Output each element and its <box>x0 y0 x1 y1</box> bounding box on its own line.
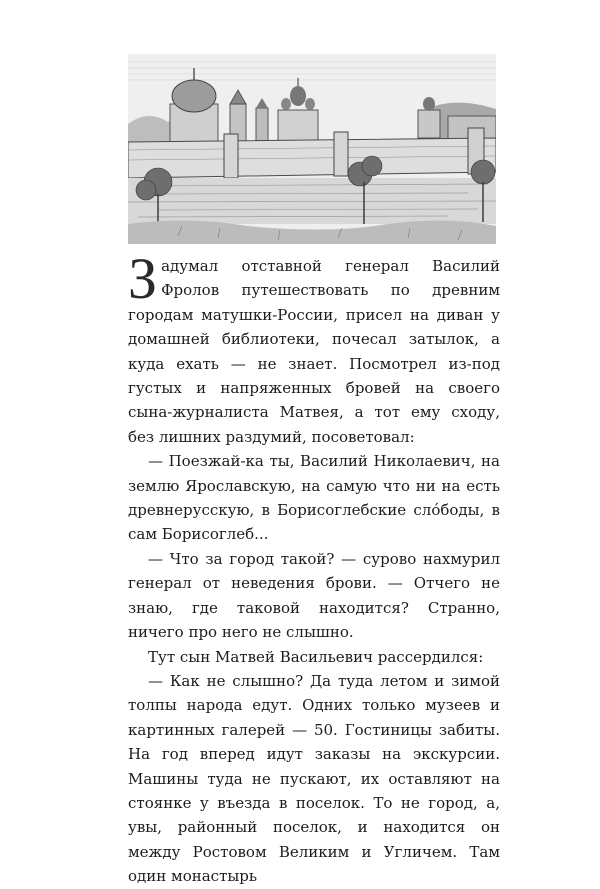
dialogue-son-explains: — Как не слышно? Да туда летом и зимой толпы народа едут. Одних только музеев и картинных галерей — 50. Гостиницы забиты. На год вперед идут заказы на экскурсии. Машины туда не пускают, их оставляют на стоянке у въезда в поселок. То не город, а, увы, районный поселок, и находится он между Ростовом Великим и Угличем. Там один монастырь <box>128 671 500 886</box>
dialogue-son-advice: — Поезжай-ка ты, Василий Николаевич, на землю Ярославскую, на самую что ни на есть древнерусскую, в Борисоглебские слóбоды, в сам Борисоглеб... <box>128 452 500 544</box>
drop-cap: З <box>128 246 158 311</box>
narration-son-angry: Тут сын Матвей Васильевич рассердился: <box>148 647 484 666</box>
story-text <box>128 246 500 889</box>
paragraph-opening-text: адумал отставной генерал Василий Фролов путешествовать по древним городам матушки-России, присел на диван у домашней библиотеки, почесал затылок, а куда ехать — не знает. Посмотрел из-под густых и напряженных бровей на своего сына-журналиста Матвея, а тот ему сходу, без лишних раздумий, посоветовал: <box>128 257 500 446</box>
dialogue-general-question: — Что за город такой? — сурово нахмурил генерал от неведения брови. — Отчего не знаю, где таковой находится? Странно, ничего про него не слышно. <box>128 549 500 642</box>
monastery-illustration <box>128 54 496 244</box>
paragraph-opening <box>128 246 500 449</box>
